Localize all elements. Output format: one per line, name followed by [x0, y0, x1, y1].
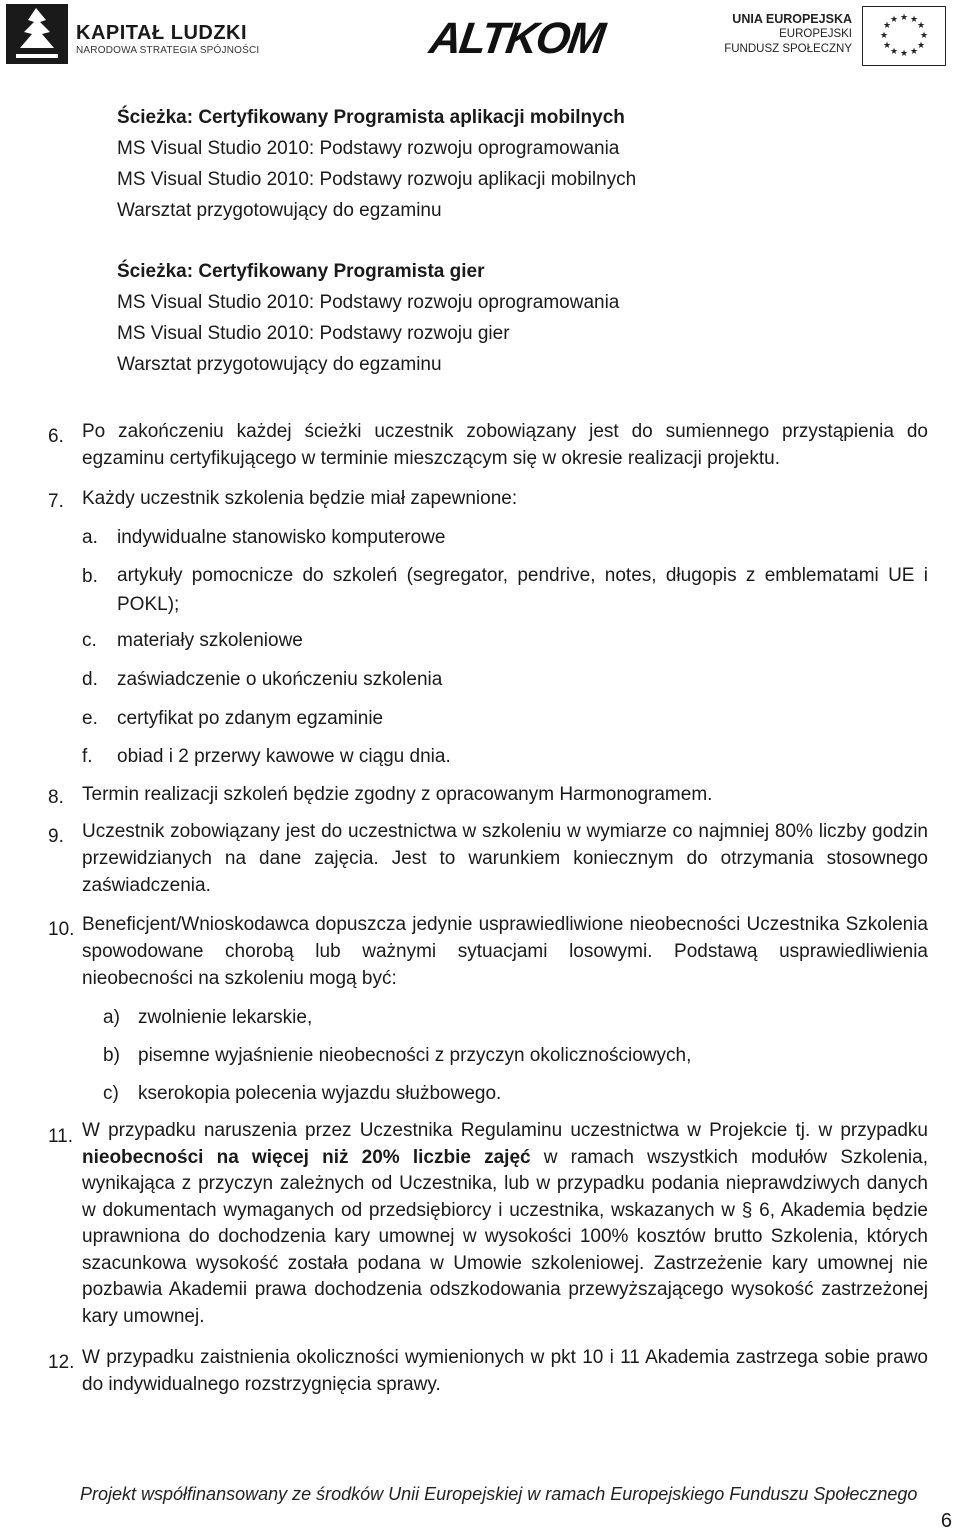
svg-text:★: ★	[916, 21, 926, 31]
item-number: 12.	[48, 1352, 75, 1373]
list-item: artykuły pomocnicze do szkoleń (segregator, pendrive, notes, długopis z emblematami UE i POKL);	[117, 565, 928, 615]
eu-line-1: UNIA EUROPEJSKA	[732, 12, 852, 26]
path2-item: MS Visual Studio 2010: Podstawy rozwoju oprogramowania	[117, 292, 620, 313]
svg-text:★: ★	[916, 41, 926, 51]
list-label: b.	[82, 566, 98, 587]
page-header	[0, 0, 960, 80]
paragraph-11	[82, 1118, 928, 1330]
page-footer: Projekt współfinansowany ze środków Unii Europejskiej w ramach Europejskiego Funduszu Społecznego	[80, 1484, 918, 1504]
path2-title: Ścieżka: Certyfikowany Programista gier	[117, 261, 485, 282]
altkom-logo: ALTKOM	[426, 14, 607, 63]
path2-item: MS Visual Studio 2010: Podstawy rozwoju gier	[117, 323, 510, 344]
eu-line-3: FUNDUSZ SPOŁECZNY	[724, 43, 852, 55]
item-number: 10.	[48, 919, 75, 940]
kapital-ludzki-subtitle: NARODOWA STRATEGIA SPÓJNOŚCI	[76, 45, 260, 56]
item-number: 11.	[48, 1126, 74, 1147]
svg-text:★: ★	[889, 47, 899, 57]
paragraph-7: Każdy uczestnik szkolenia będzie miał zapewnione:	[82, 488, 518, 509]
path1-item: MS Visual Studio 2010: Podstawy rozwoju aplikacji mobilnych	[117, 169, 637, 190]
kapital-ludzki-title: KAPITAŁ LUDZKI	[76, 22, 248, 44]
list-item: obiad i 2 przerwy kawowe w ciągu dnia.	[117, 746, 451, 767]
list-label: a)	[103, 1007, 120, 1028]
eu-fund-label	[724, 12, 852, 57]
list-label: b)	[103, 1045, 120, 1066]
path1-title: Ścieżka: Certyfikowany Programista aplikacji mobilnych	[117, 107, 625, 128]
svg-text:★: ★	[899, 13, 909, 23]
paragraph-11-text-b: w ramach wszystkich modułów Szkolenia, wynikająca z przyczyn zależnych od Uczestnika, lub w przypadku podania nieprawdziwych danych w dokumentach wymaganych od przedsiębiorcy i uczestnika, wskazanych w § 6, Akademia będzie uprawniona do dochodzenia kary umownej w wysokości 100% kosztów brutto Szkolenia, których szacunkowa wysokość została podana w Umowie szkoleniowej. Zastrzeżenie kary umownej nie pozbawia Akademii prawa dochodzenia odszkodowania przewyższającego wysokość zastrzeżonej kary umownej.	[82, 1146, 928, 1327]
eu-line-2: EUROPEJSKI	[779, 28, 852, 40]
path1-item: Warsztat przygotowujący do egzaminu	[117, 200, 442, 221]
list-label: d.	[82, 669, 98, 690]
item-number: 7.	[48, 491, 64, 512]
paragraph-6: Po zakończeniu każdej ścieżki uczestnik zobowiązany jest do sumiennego przystąpienia do egzaminu certyfikującego w terminie mieszczącym się w okresie realizacji projektu.	[82, 421, 928, 469]
item-number: 6.	[48, 426, 64, 447]
list-label: c.	[82, 630, 97, 651]
svg-text:★: ★	[889, 15, 899, 25]
svg-text:★: ★	[899, 49, 909, 59]
list-label: e.	[82, 708, 98, 729]
paragraph-10: Beneficjent/Wnioskodawca dopuszcza jedynie usprawiedliwione nieobecności Uczestnika Szkolenia spowodowane chorobą lub ważnymi sytuacjami losowymi. Podstawą usprawiedliwienia nieobecności na szkoleniu mogą być:	[82, 914, 928, 989]
list-label: a.	[82, 527, 98, 548]
svg-text:★: ★	[909, 15, 919, 25]
path1-item: MS Visual Studio 2010: Podstawy rozwoju oprogramowania	[117, 138, 620, 159]
list-label: c)	[103, 1083, 119, 1104]
list-item: kserokopia polecenia wyjazdu służbowego.	[138, 1083, 502, 1104]
list-item: pisemne wyjaśnienie nieobecności z przyczyn okolicznościowych,	[138, 1045, 692, 1066]
paragraph-11-text-a: W przypadku naruszenia przez Uczestnika Regulaminu uczestnictwa w Projekcie tj. w przypadku	[82, 1120, 928, 1141]
list-item: indywidualne stanowisko komputerowe	[117, 527, 446, 548]
svg-text:★: ★	[919, 31, 929, 41]
list-item: zwolnienie lekarskie,	[138, 1007, 313, 1028]
list-item: certyfikat po zdanym egzaminie	[117, 708, 384, 729]
item-number: 9.	[48, 826, 64, 847]
svg-text:★: ★	[879, 31, 889, 41]
list-label: f.	[82, 746, 93, 767]
svg-text:★: ★	[909, 47, 919, 57]
list-item: zaświadczenie o ukończeniu szkolenia	[117, 669, 443, 690]
eu-flag-icon	[862, 6, 946, 66]
path2-item: Warsztat przygotowujący do egzaminu	[117, 354, 442, 375]
svg-text:★: ★	[882, 21, 892, 31]
svg-text:★: ★	[882, 41, 892, 51]
paragraph-12: W przypadku zaistnienia okoliczności wymienionych w pkt 10 i 11 Akademia zastrzega sobie prawo do indywidualnego rozstrzygnięcia sprawy.	[82, 1347, 928, 1395]
item-number: 8.	[48, 787, 64, 808]
paragraph-8: Termin realizacji szkoleń będzie zgodny z opracowanym Harmonogramem.	[82, 784, 713, 805]
paragraph-11-bold: nieobecności na więcej niż 20% liczbie zajęć	[82, 1146, 531, 1168]
page-number: 6	[940, 1510, 952, 1532]
list-item: materiały szkoleniowe	[117, 630, 303, 651]
paragraph-9: Uczestnik zobowiązany jest do uczestnictwa w szkoleniu w wymiarze co najmniej 80% liczby godzin przewidzianych na dane zajęcia. Jest to warunkiem koniecznym do otrzymania stosownego zaświadczenia.	[82, 821, 928, 896]
